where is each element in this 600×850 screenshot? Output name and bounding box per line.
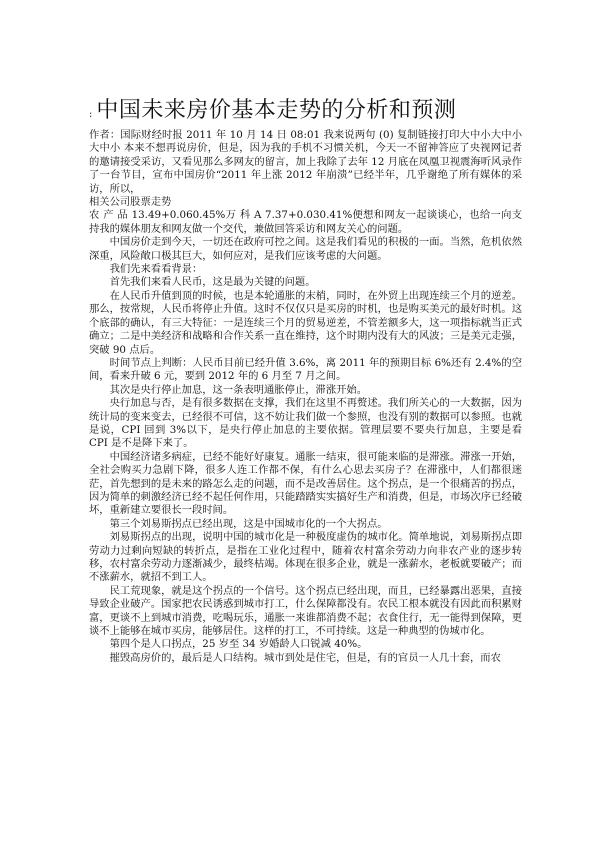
paragraph-13: 摧毁高房价的，最后是人口结构。城市到处是住宅，但是，有的官员一人几十套，而农 [109, 651, 501, 664]
paragraph-4: 在人民币升值到顶的时候，也是本轮通胀的末梢，同时，在外贸上出现连续三个月的逆差。那么，按常规，人民币将停止升值。这时不仅仅只是买房的时机，也是购买美元的最好时机。这个底部的确认，有三大特征：一是连续三个月的贸易逆差，不管差额多大，这一项指标就当正式确立；二是中美经济和战略和合作关系一直在维持，这个时期内没有大的风波；三是美元走强，突破 90 点后。 [89, 289, 522, 356]
title-row [89, 96, 522, 126]
title-bullet: : [89, 109, 93, 120]
paragraph-8: 中国经济诸多病症，已经不能好好康复。通胀一结束，很可能来临的是滞涨。滞涨一开始，全社会购买力急剧下降，很多人连工作都不保，有什么心思去买房子？在滞涨中，人们都很迷茫，首先想到的是未来的路怎么走的问题，而不是改善居住。这个拐点，是一个很痛苦的拐点，因为简单的刺激经济已经不起任何作用，只能踏踏实实搞好生产和消费，但是，市场次序已经破坏，重新建立要很长一段时间。 [89, 450, 522, 517]
paragraph-6: 其次是央行停止加息，这一条表明通胀停止，滞涨开始。 [109, 383, 368, 396]
paragraph-11: 民工荒现象，就是这个拐点的一个信号。这个拐点已经出现，而且，已经暴露出恶果，直接导致企业破产。国家把农民诱惑到城市打工，什么保障都没有。农民工根本就没有因此而积累财富，更谈不上到城市消费，吃喝玩乐，通胀一来谁都消费不起；衣食住行，无一能得到保障，更谈不上能够在城市买房，能够居住。这样的打工，不可持续。这是一种典型的伪城市化。 [89, 584, 522, 638]
article-title: 中国未来房价基本走势的分析和预测 [96, 98, 457, 123]
paragraph-9: 第三个刘易斯拐点已经出现，这是中国城市化的一个大拐点。 [109, 517, 388, 530]
article-meta: 作者：国际财经时报 2011 年 10 月 14 日 08:01 我来说两句 (0) 复制链接打印大中小大中小大中小 本来不想再说房价，但是，因为我的手机不习惯关机，今天一不留神答应了央视网记者的邀请接受采访，又看见那么多网友的留言，加上我除了去年 12 月底在凤凰卫视震海听风录作了一台节目，宣布中国房价“2011 年上涨 2012 年崩溃”已经半年，几乎谢绝了所有媒体的采访，所以， [89, 129, 522, 195]
paragraph-12: 第四个是人口拐点，25 岁至 34 岁婚龄人口锐减 40%。 [109, 638, 368, 651]
paragraph-1: 中国房价走到今天，一切还在政府可控之间。这是我们看见的积极的一面。当然，危机依然深重，风险敞口极其巨大，如何应对，是我们应该考虑的大问题。 [89, 236, 522, 262]
paragraph-7: 央行加息与否，是有很多数据在支撑，我们在这里不再赘述。我们所关心的一大数据，因为统计局的变来变去，已经很不可信，这不妨让我们做一个参照，也没有别的数据可以参照。也就是说，CPI 回到 3%以下，是央行停止加息的主要依据。管理层要不要央行加息，主要是看 CPI 是不是降下来了。 [89, 397, 522, 450]
stock-quote-line: 农 产 品 13.49+0.060.45%万 科 A 7.37+0.030.41%便想和网友一起谈谈心，也给一向支持我的媒体朋友和网友做一个交代，兼做回答采访和网友关心的问题。 [89, 209, 522, 235]
paragraph-10: 刘易斯拐点的出现，说明中国的城市化是一种极度虚伪的城市化。简单地说，刘易斯拐点即劳动力过剩向短缺的转折点，是指在工业化过程中，随着农村富余劳动力向非农产业的逐步转移，农村富余劳动力逐渐减少，最终枯竭。体现在很多企业，就是一涨薪水，老板就要破产；而不涨薪水，就招不到工人。 [89, 531, 522, 584]
paragraph-5: 时间节点上判断：人民币目前已经升值 3.6%，离 2011 年的预期目标 6%还有 2.4%的空间，看来升破 6 元，要到 2012 年的 6 月至 7 月之间。 [89, 356, 522, 383]
paragraph-3: 首先我们来看人民币，这是最为关键的问题。 [109, 276, 316, 289]
related-stocks-label: 相关公司股票走势 [89, 196, 172, 209]
paragraph-2: 我们先来看看背景： [109, 263, 203, 276]
